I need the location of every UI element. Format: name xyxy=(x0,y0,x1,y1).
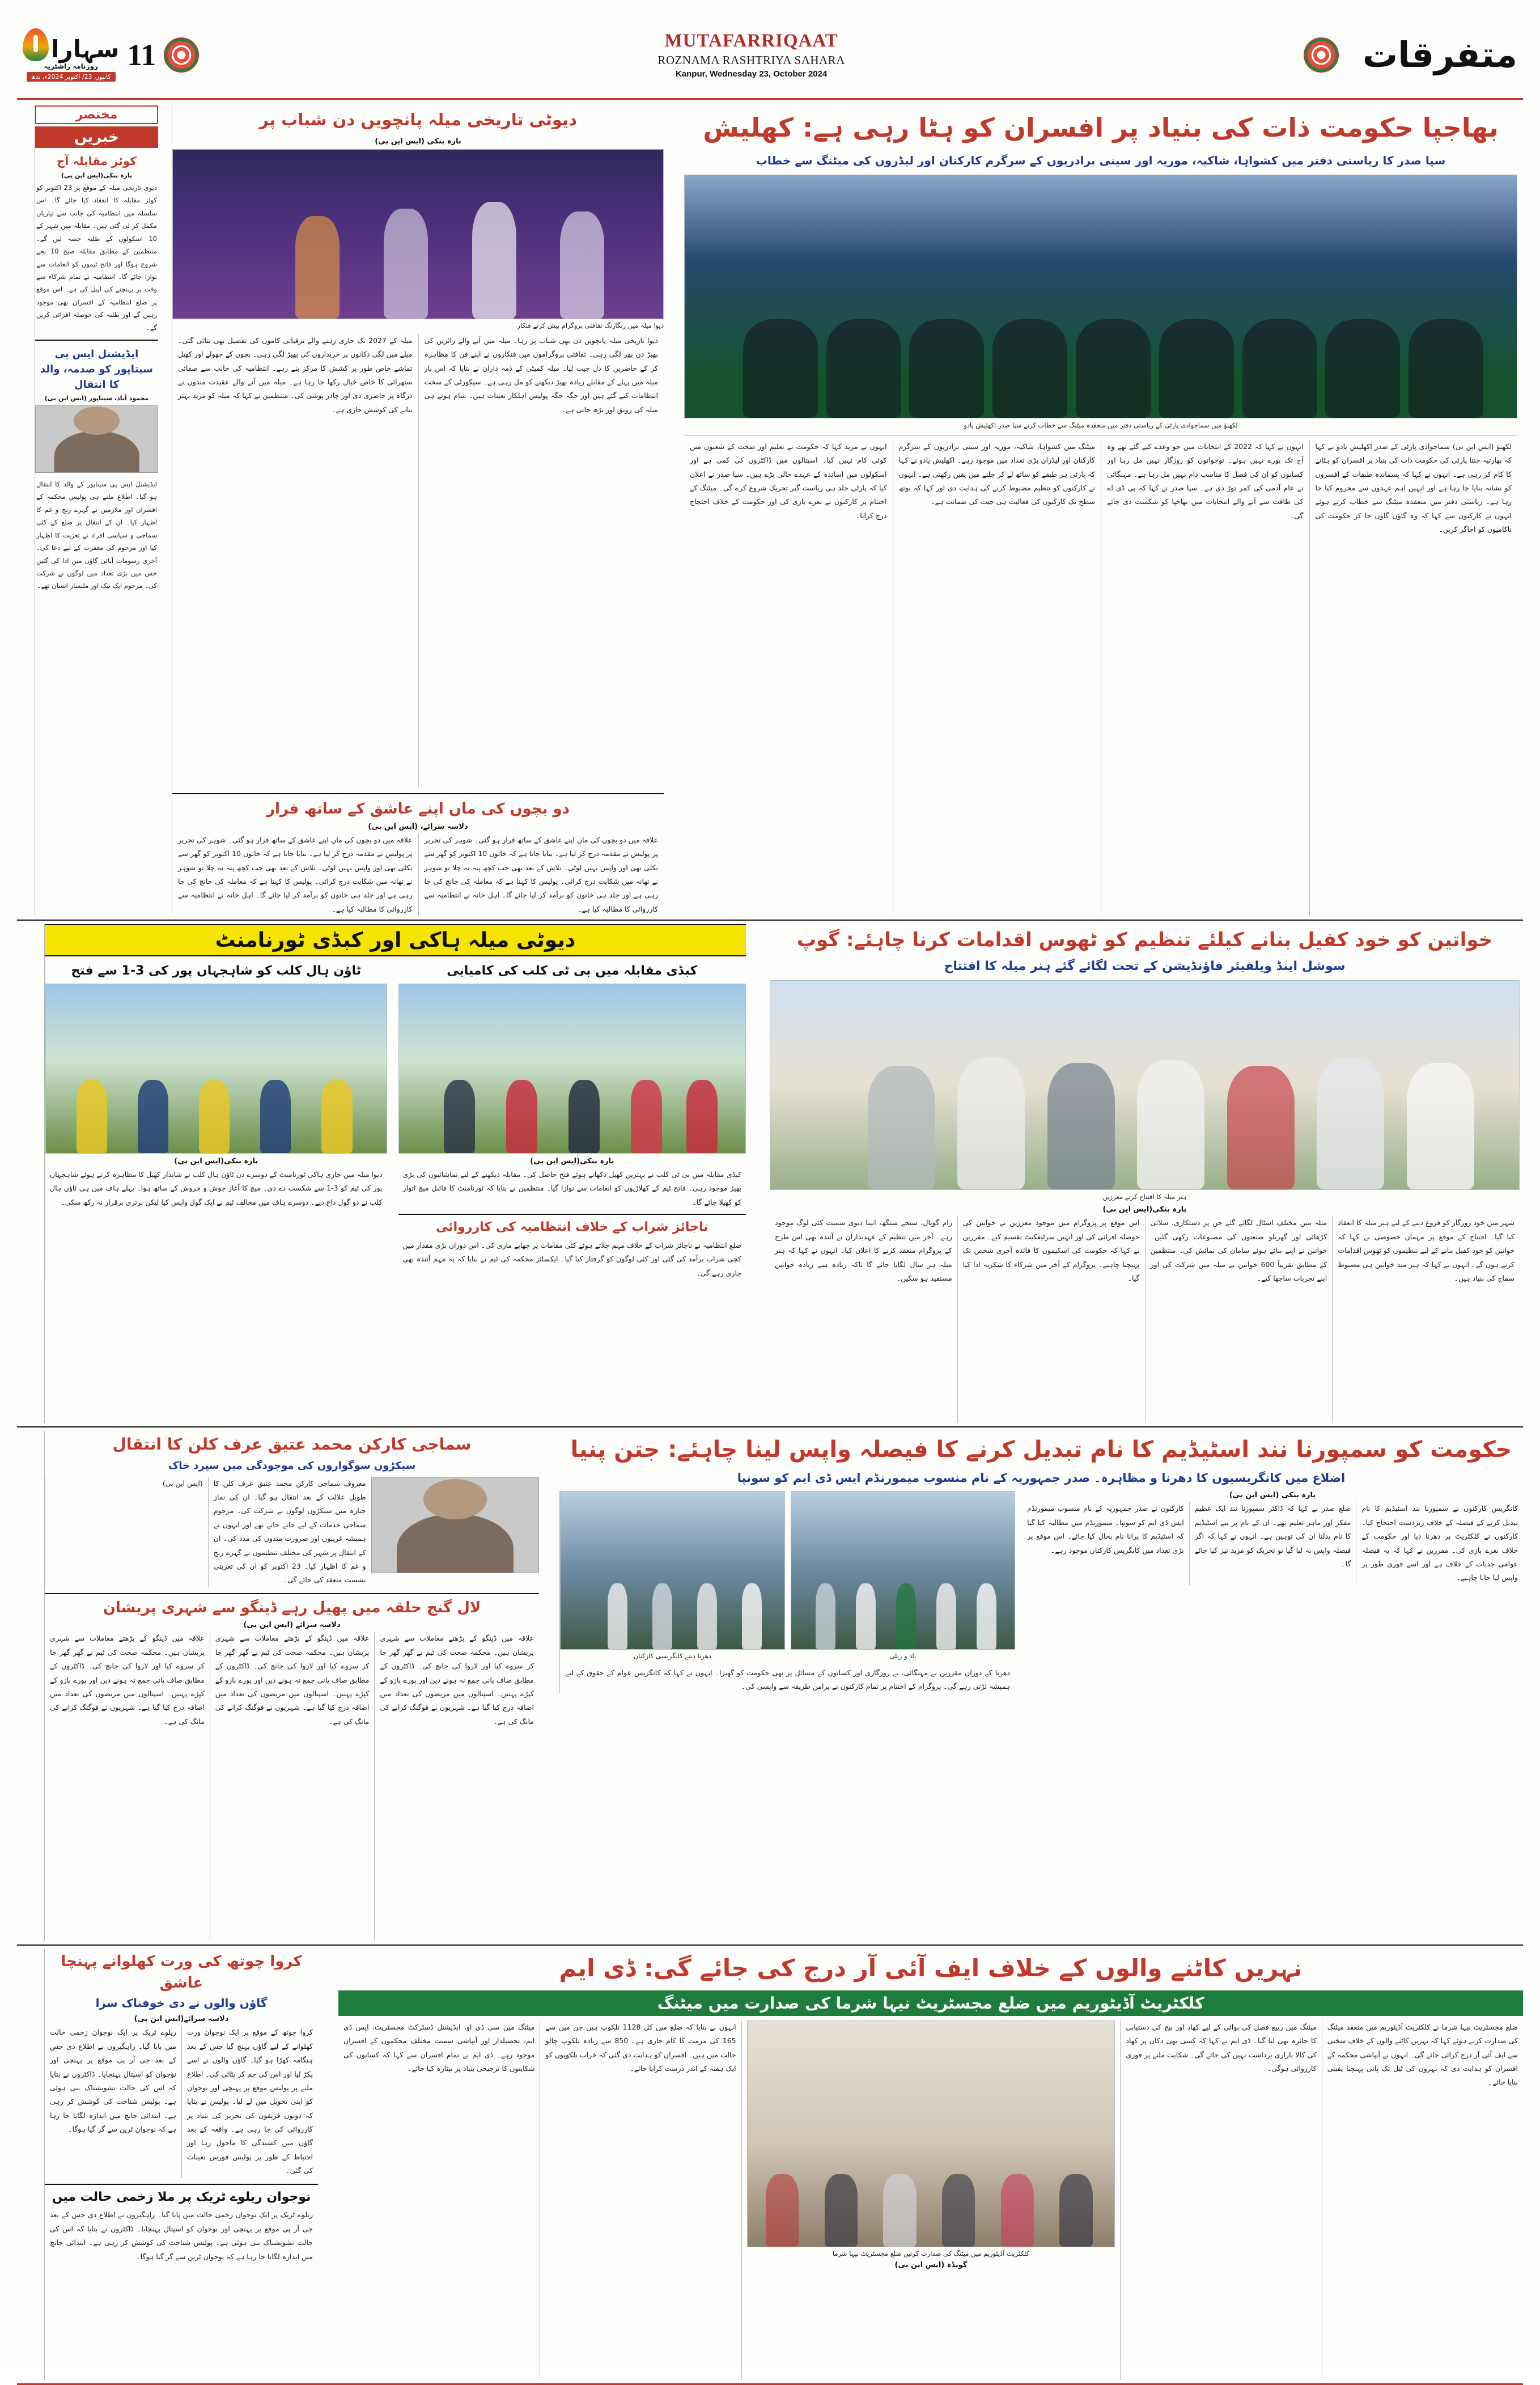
rosette-icon-right xyxy=(1304,37,1339,73)
lead-col-3: میٹنگ میں کشواہا، شاکیہ، موریہ اور سینی برادریوں کے سرگرم کارکنان اور لیڈران بڑی تعداد میں موجود رہے۔ اکھلیش یادو نے کہا کہ پارٹی ہر طبقے کو ساتھ لے کر چلنے میں یقین رکھتی ہے۔ انہوں نے کارکنوں کو تنظیم مضبوط کرنے کی ہدایت دی اور کہا کہ بوتھ سطح تک کارکنوں کی فعالیت ہی جیت کی ضمانت ہے۔ xyxy=(893,440,1101,916)
masthead xyxy=(17,15,1523,100)
stadium-headline: حکومت کو سمپورنا نند اسٹیڈیم کا نام تبدیل کرنے کا فیصلہ واپس لینا چاہئے: جتن پنیا xyxy=(570,1437,1512,1463)
mela-col-1: دیوا تاریخی میلہ پانچویں دن بھی شباب پر رہا۔ میلہ میں آنے والے زائرین کی بھیڑ دن بھر لگی رہی۔ ثقافتی پروگراموں میں فنکاروں نے اپنے فن کا مظاہرہ کر کے حاضرین کا دل جیت لیا۔ میلہ کمیٹی کے ذمہ داران نے بتایا کہ اس بار میلہ میں پہلے کے مقابلے زیادہ بھیڑ دیکھنے کو مل رہی ہے۔ سیکورٹی کے سخت انتظامات کیے گئے ہیں اور جگہ جگہ پولیس اہلکار تعینات ہیں۔ شام ہوتے ہی میلہ کی رونق اور بڑھ جاتی ہے۔ xyxy=(418,334,664,787)
sports-hockey-photo xyxy=(45,984,387,1154)
women-byline: بارہ بنکی(ایس این بی) xyxy=(1102,1205,1187,1214)
rail-item2-headline: ایڈیشنل ایس پی سیتاپور کو صدمہ، والد کا انتقال xyxy=(40,348,153,391)
railway-headline: نوجوان ریلوے ٹریک پر ملا زخمی حالت میں xyxy=(52,2189,311,2204)
women-story xyxy=(761,924,1523,1423)
section-lower xyxy=(17,1431,1523,1941)
women-col-3: اس موقع پر پروگرام میں موجود معززین نے خواتین کی حوصلہ افزائی کی اور انہیں سرٹیفکیٹ تقسیم کیے۔ مقررین نے کہا کہ حکومت کی اسکیموں کا فائدہ آخری شخص تک پہنچنا چاہیے۔ پروگرام کے آخر میں شرکاء کا شکریہ ادا کیا گیا۔ xyxy=(957,1216,1145,1423)
liquor-headline: ناجائز شراب کے خلاف انتظامیہ کی کارروائی xyxy=(436,1220,709,1235)
masthead-subtitle-en: ROZNAMA RASHTRIYA SAHARA xyxy=(657,53,845,67)
khabrein-header: خبریں xyxy=(35,126,158,148)
obit-col-2: (ایس این بی) xyxy=(45,1477,208,1587)
lead-col-1: لکھنؤ (ایس این بی) سماجوادی پارٹی کے صدر اکھلیش یادو نے کہا کہ بھارتیہ جنتا پارٹی کی حکومت ذات کی بنیاد پر افسران کو ہٹانے کا کام کر رہی ہے۔ انہوں نے کہا کہ پسماندہ طبقات کے افسروں کو نشانہ بنایا جا رہا ہے اور انہیں اہم عہدوں سے محروم کیا جا رہا ہے۔ ریاستی دفتر میں منعقدہ میٹنگ سے خطاب کرتے ہوئے انہوں نے کارکنوں سے کہا کہ وہ گاؤں گاؤں جا کر حکومت کی ناکامیوں کو اجاگر کریں۔ xyxy=(1309,440,1518,916)
meeting-figures xyxy=(748,2143,1115,2247)
canal-band: کلکٹریٹ آڈیٹوریم میں ضلع مجسٹریٹ نیہا شرما کی صدارت میں میٹنگ xyxy=(338,1990,1523,2016)
mela-photo xyxy=(172,149,664,319)
women-subhead: سوشل اینڈ ویلفیئر فاؤنڈیشن کے تحت لگائے گئے ہنر میلہ کا افتتاح xyxy=(944,959,1346,974)
rail-item1-text: دیوی تاریخی میلہ کے موقع پر 23 اکتوبر کو کوئز مقابلہ کا انعقاد کیا جائے گا۔ اس سلسلہ میں انتظامیہ کی جانب سے تیاریاں مکمل کر لی گئی ہیں۔ مقابلہ میں شہر کے 10 اسکولوں کے طلبہ حصہ لیں گے۔ منتظمین کے مطابق مقابلہ صبح 10 بجے شروع ہوگا اور فاتح ٹیموں کو انعامات سے نوازا جائے گا۔ انتظامیہ نے تمام شرکاء سے وقت پر پہنچنے کی اپیل کی ہے۔ اس موقع پر ضلع انتظامیہ کے افسران بھی موجود رہیں گے اور طلبہ کی حوصلہ افزائی کریں گے۔ xyxy=(36,184,157,332)
mela-photo-figures xyxy=(173,197,663,319)
theft-headline: کروا چوتھ کی ورت کھلوانے پہنچا عاشق xyxy=(61,1953,302,1992)
lovers-headline: دو بچوں کی ماں اپنے عاشق کے ساتھ فرار xyxy=(266,800,570,818)
mela-photo-caption: دیوا میلہ میں رنگارنگ ثقافتی پروگرام پیش کرتے فنکار xyxy=(517,321,664,329)
liquor-text: ضلع انتظامیہ نے ناجائز شراب کے خلاف مہم چلاتے ہوئے کئی مقامات پر چھاپے ماری کی۔ اس دوران بڑی مقدار میں کچی شراب برآمد کی گئی اور کئی لوگوں کو گرفتار کیا گیا۔ ایکسائز محکمہ کی ٹیم نے بتایا کہ یہ مہم آئندہ بھی جاری رہے گی۔ xyxy=(402,1240,741,1277)
masthead-dateline: Kanpur, Wednesday 23, October 2024 xyxy=(675,69,828,79)
canal-byline: گونڈہ (ایس این بی) xyxy=(894,2261,968,2270)
protest-figures-left xyxy=(561,1555,784,1650)
obit-headline: سماجی کارکن محمد عتیق عرف کلن کا انتقال xyxy=(112,1435,472,1454)
masthead-center xyxy=(199,29,1304,80)
lovers-byline: دلاسہ سرائے، (ایس این بی) xyxy=(368,822,468,831)
stadium-cap-left: دھرنا دیتے کانگریسی کارکنان xyxy=(633,1652,711,1660)
canal-photo xyxy=(747,2020,1115,2247)
sports-kabaddi-photo xyxy=(398,984,746,1154)
sports-band: دیوٹی میلہ ہاکی اور کبڈی ٹورنامنٹ xyxy=(45,924,746,956)
protest-figures-right xyxy=(791,1555,1015,1650)
sports-left-story xyxy=(45,961,393,1280)
rail-item2-portrait xyxy=(35,405,158,473)
mela-headline: دیوٹی تاریخی میلہ پانچویں دن شباب پر xyxy=(259,110,577,129)
lead-subhead: سپا صدر کا ریاستی دفتر میں کشواہا، شاکیہ، موریہ اور سینی برادریوں کے سرگرم کارکنان اور لیڈروں کی میٹنگ سے خطاب xyxy=(756,153,1446,167)
lead-headline: بھاجپا حکومت ذات کی بنیاد پر افسران کو ہٹا رہی ہے: کھلیش xyxy=(703,112,1499,143)
dengue-byline: دلاسہ سرائے (ایس این بی) xyxy=(243,1621,341,1630)
stadium-subhead: اضلاع میں کانگریسیوں کا دھرنا و مظاہرہ۔ صدر جمہوریہ کے نام منسوب میمورنڈم ایس ڈی ایم کو سونپا xyxy=(737,1471,1346,1485)
sports-left-headline: ٹاؤن ہال کلب کو شاہجہاں پور کی 3-1 سے فتح xyxy=(71,964,362,978)
dengue-col-2: علاقہ میں ڈینگو کے بڑھتے معاملات سے شہری پریشان ہیں۔ محکمہ صحت کی ٹیم نے گھر گھر جا کر سروے کیا اور لاروا کی جانچ کی۔ ڈاکٹروں کے مطابق صاف پانی جمع نہ ہونے دیں اور پورے بازو کے کپڑے پہنیں۔ اسپتالوں میں مریضوں کی تعداد میں اضافہ درج کیا گیا ہے۔ شہریوں نے فوگنگ کرانے کی مانگ کی ہے۔ xyxy=(210,1632,375,1941)
mela-col-2: میلہ کے 2027 تک جاری رہنے والے ترقیاتی کاموں کی تفصیل بھی بتائی گئی۔ میلے میں لگی دکانوں پر خریداروں کی بھیڑ لگی رہی۔ بچوں کے جھولے اور کھیل تماشے خاص طور پر کشش کا مرکز بنے رہے۔ انتظامیہ کی جانب سے صفائی ستھرائی کا خاص خیال رکھا جا رہا ہے۔ میلہ میں آنے والے عقیدت مندوں نے درگاہ پر حاضری دی اور چادر پوشی کی۔ منتظمین نے کہا کہ میلہ کو مزید بہتر بنانے کی کوشش جاری ہے۔ xyxy=(178,336,413,414)
section-bottom xyxy=(17,1949,1523,2380)
canal-headline: نہریں کاٹنے والوں کے خلاف ایف آئی آر درج کی جائے گی: ڈی ایم xyxy=(559,1954,1303,1982)
theft-subhead: گاؤں والوں نے دی خوفناک سزا xyxy=(95,1996,268,2010)
canal-col-2: میٹنگ میں ربیع فصل کی بوائی کے لیے کھاد اور بیج کی دستیابی کا جائزہ بھی لیا گیا۔ ڈی ایم نے کہا کہ کسی بھی دکان پر کھاد کی کالا بازاری برداشت نہیں کی جائے گی۔ شکایت ملنے پر فوری کارروائی ہوگی۔ xyxy=(1120,2020,1321,2380)
theft-byline: دلاسہ سرائے(ایس این بی) xyxy=(134,2015,229,2024)
dengue-col-3: علاقہ میں ڈینگو کے بڑھتے معاملات سے شہری پریشان ہیں۔ محکمہ صحت کی ٹیم نے گھر گھر جا کر سروے کیا اور لاروا کی جانچ کی۔ ڈاکٹروں کے مطابق صاف پانی جمع نہ ہونے دیں اور پورے بازو کے کپڑے پہنیں۔ اسپتالوں میں مریضوں کی تعداد میں اضافہ درج کیا گیا ہے۔ شہریوں نے فوگنگ کرانے کی مانگ کی ہے۔ xyxy=(50,1634,205,1726)
page-number: 11 xyxy=(127,37,156,72)
section-middle xyxy=(17,924,1523,1423)
sports-left-byline: بارہ بنکی(ایس این بی) xyxy=(174,1157,258,1166)
stadium-col-2: ضلع صدر نے کہا کہ ڈاکٹر سمپورنا نند ایک عظیم مفکر اور ماہر تعلیم تھے۔ ان کے نام پر بنے اسٹیڈیم کا نام بدلنا ان کی توہین ہے۔ انہوں نے کہا کہ اگر فیصلہ واپس نہ لیا گیا تو تحریک کو مزید تیز کیا جائے گا۔ xyxy=(1189,1502,1356,1585)
stadium-col-3: کارکنوں نے صدر جمہوریہ کے نام منسوب میمورنڈم ایس ڈی ایم کو سونپا۔ میمورنڈم میں مطالبہ کیا گیا کہ اسٹیڈیم کا پرانا نام بحال کیا جائے۔ اس موقع پر بڑی تعداد میں کانگریس کارکنان موجود رہے۔ xyxy=(1027,1504,1184,1554)
sports-right-byline: بارہ بنکی(ایس این بی) xyxy=(530,1157,614,1166)
kabaddi-players xyxy=(399,1048,745,1153)
lead-story xyxy=(678,105,1523,916)
masthead-title-en: MUTAFARRIQAAT xyxy=(664,30,838,51)
canal-col-4: میٹنگ میں سی ڈی او، ایڈیشنل ڈسٹرکٹ مجسٹریٹ، ایس ڈی ایم، تحصیلدار اور آبپاشی سمیت مختلف محکموں کے افسران موجود رہے۔ ڈی ایم نے تمام افسران سے کہا کہ کسانوں کی شکایتوں کا ترجیحی بنیاد پر نپٹارہ کیا جائے۔ xyxy=(343,2022,535,2073)
mukhtasar-label: مختصر xyxy=(35,105,158,124)
lovers-col-2: علاقہ میں دو بچوں کی ماں اپنے عاشق کے ساتھ فرار ہو گئی۔ شوہر کی تحریر پر پولیس نے مقدمہ درج کر لیا ہے۔ بتایا جاتا ہے کہ خاتون 10 اکتوبر کو گھر سے نکلی تھی اور واپس نہیں لوٹی۔ تلاش کے بعد بھی جب کچھ پتہ نہ چلا تو شوہر نے تھانہ میں شکایت درج کرائی۔ پولیس کا کہنا ہے کہ معاملہ کی جانچ کی جا رہی ہے اور جلد ہی خاتون کو برآمد کر لیا جائے گا۔ اہل خانہ نے انتظامیہ سے کارروائی کا مطالبہ کیا ہے۔ xyxy=(178,835,413,913)
logo-urdu-text: سہارا xyxy=(51,35,120,63)
stadium-photo-left xyxy=(560,1491,785,1650)
theft-col-2: ریلوے ٹریک پر ایک نوجوان زخمی حالت میں پایا گیا۔ راہگیروں نے اطلاع دی جس کے بعد جی آر پی موقع پر پہنچی اور نوجوان کو اسپتال پہنچایا۔ ڈاکٹروں نے بتایا کہ اس کی حالت تشویشناک بنی ہوئی ہے۔ پولیس شناخت کی کوشش کر رہی ہے۔ ابتدائی جانچ میں اندازہ لگایا جا رہا ہے کہ نوجوان ٹرین سے گر گیا ہوگا۔ xyxy=(50,2028,176,2133)
railway-text: ریلوے ٹریک پر ایک نوجوان زخمی حالت میں پایا گیا۔ راہگیروں نے اطلاع دی جس کے بعد جی آر پی موقع پر پہنچی اور نوجوان کو اسپتال پہنچایا۔ ڈاکٹروں نے بتایا کہ اس کی حالت تشویشناک بنی ہوئی ہے۔ پولیس شناخت کی کوشش کر رہی ہے۔ ابتدائی جانچ میں اندازہ لگایا جا رہا ہے کہ نوجوان ٹرین سے گر گیا ہوگا۔ xyxy=(50,2210,313,2261)
women-photo-caption: ہنر میلہ کا افتتاح کرتے معززین xyxy=(1102,1193,1187,1201)
lead-photo-caption: لکھنؤ میں سماجوادی پارٹی کے ریاستی دفتر میں منعقدہ میٹنگ سے خطاب کرتے سپا صدر اکھلیش یادو xyxy=(964,421,1238,429)
women-col-1: شہر میں خود روزگار کو فروغ دینے کے لیے ہنر میلہ کا انعقاد کیا گیا۔ افتتاح کے موقع پر مہمان خصوصی نے کہا کہ خواتین کو خود کفیل بنانے کے لیے تنظیموں کو ٹھوس اقدامات کرنے ہوں گے۔ انہوں نے کہا کہ ہنر مند خواتین ہی مضبوط سماج کی بنیاد ہیں۔ xyxy=(1332,1216,1520,1423)
rail-item1-byline: بارہ بنکی(ایس این بی) xyxy=(61,172,133,179)
women-headline: خواتین کو خود کفیل بنانے کیلئے تنظیم کو ٹھوس اقدامات کرنا چاہئے: گوپ xyxy=(796,929,1493,951)
canal-photo-caption: کلکٹریٹ آڈیٹوریم میں میٹنگ کی صدارت کرتیں ضلع مجسٹریٹ نیہا شرما xyxy=(832,2249,1030,2257)
flame-icon xyxy=(23,28,49,61)
stadium-byline: بارہ بنکی (ایس این بی) xyxy=(1229,1491,1316,1500)
rail-item2-text: ایڈیشنل ایس پی سیتاپور کے والد کا انتقال ہو گیا۔ اطلاع ملتے ہی پولیس محکمہ کے افسران اور ملازمین نے گہرے رنج و غم کا اظہار کیا۔ ان کے انتقال پر ضلع کے کئی سماجی و سیاسی افراد نے تعزیت کا اظہار کیا اور مرحوم کی مغفرت کے لیے دعا کی۔ آخری رسومات آبائی گاؤں میں ادا کی گئیں جس میں بڑی تعداد میں لوگوں نے شرکت کی۔ مرحوم ایک نیک اور ملنسار انسان تھے۔ xyxy=(36,480,157,590)
sports-section xyxy=(44,924,753,1423)
women-col-4: رام گوپال، سنجے سنگھ، انیتا دیوی سمیت کئی لوگ موجود رہے۔ آخر میں تنظیم کے عہدیداران نے آئندہ بھی اس طرح کے پروگرام منعقد کرنے کا اعلان کیا۔ انہوں نے کہا کہ ہنر میلہ ہر سال لگایا جائے گا تاکہ زیادہ سے زیادہ خواتین مستفید ہو سکیں۔ xyxy=(775,1218,952,1282)
hockey-players xyxy=(46,1048,387,1153)
stadium-story xyxy=(554,1431,1523,1941)
canal-story xyxy=(333,1949,1523,2380)
sports-left-text: دیوا میلہ میں جاری ہاکی ٹورنامنٹ کے دوسرے دن ٹاؤن ہال کلب نے شاندار کھیل کا مظاہرہ کرتے ہوئے شاہجہاں پور کی ٹیم کو 3-1 سے شکست دے دی۔ میچ کا آغاز جوش و خروش کے ساتھ ہوا۔ پہلے ہاف میں ہی ٹاؤن ہال کلب نے دو گول داغ دیے۔ دوسرے ہاف میں مخالف ٹیم نے ایک گول واپس کیا لیکن برتری برقرار نہ رکھ سکی۔ xyxy=(50,1170,383,1206)
logo-subtitle: روزنامہ راشٹریہ xyxy=(44,62,98,70)
section-top xyxy=(17,105,1523,916)
women-photo-figures xyxy=(770,1052,1519,1189)
logo-dateline: کانپور، 23/ اکتوبر 2024ء، بدھ xyxy=(27,72,116,82)
canal-col-3: انہوں نے بتایا کہ ضلع میں کل 1128 نلکوپ ہیں جن میں سے 165 کی مرمت کا کام جاری ہے۔ 850 سے زیادہ نلکوپ چالو حالت میں ہیں۔ افسران کو ہدایت دی گئی کہ خراب نلکوپوں کو ایک ہفتہ کے اندر درست کرایا جائے۔ xyxy=(540,2020,741,2380)
masthead-left xyxy=(23,28,199,82)
sports-right-headline: کبڈی مقابلہ میں بی ٹی کلب کی کامیابی xyxy=(447,964,698,978)
theft-story xyxy=(44,1949,325,2380)
canal-col-1: ضلع مجسٹریٹ نیہا شرما نے کلکٹریٹ آڈیٹوریم میں منعقد میٹنگ کی صدارت کرتے ہوئے کہا کہ نہریں کاٹنے والوں کے خلاف سختی سے ایف آئی آر درج کرائی جائے گی۔ انہوں نے آبپاشی محکمہ کے افسران کو ہدایت دی کہ نہروں کی ٹیل تک پانی پہنچنا یقینی بنایا جائے۔ xyxy=(1322,2020,1523,2380)
mela-byline: بارہ بنکی (ایس این بی) xyxy=(375,137,461,146)
obit-subhead: سیکڑوں سوگواروں کی موجودگی میں سپرد خاک xyxy=(168,1459,416,1472)
section-title-urdu: متفرقات xyxy=(1362,33,1517,75)
women-photo xyxy=(770,980,1520,1190)
publication-logo xyxy=(23,28,119,82)
rail-item2-byline: محمود آباد، سیتاپور (ایس این بی) xyxy=(44,395,149,403)
left-rail xyxy=(35,105,164,916)
stadium-col-1: کانگریس کارکنوں نے سمپورنا نند اسٹیڈیم کا نام تبدیل کرنے کے فیصلہ کے خلاف زبردست احتجاج کیا۔ کارکنوں نے کلکٹریٹ پر دھرنا دیا اور حکومت کے خلاف نعرے بازی کی۔ مقررین نے کہا کہ یہ فیصلہ عوامی جذبات کے خلاف ہے اور اسے فوری طور پر واپس لیا جانا چاہیے۔ xyxy=(1356,1502,1523,1585)
masthead-right xyxy=(1304,33,1517,75)
stadium-photo-right xyxy=(791,1491,1016,1650)
lead-photo xyxy=(684,175,1517,418)
mela-story xyxy=(172,105,671,916)
dengue-col-1: علاقہ میں ڈینگو کے بڑھتے معاملات سے شہری پریشان ہیں۔ محکمہ صحت کی ٹیم نے گھر گھر جا کر سروے کیا اور لاروا کی جانچ کی۔ ڈاکٹروں کے مطابق صاف پانی جمع نہ ہونے دیں اور پورے بازو کے کپڑے پہنیں۔ اسپتالوں میں مریضوں کی تعداد میں اضافہ درج کیا گیا ہے۔ شہریوں نے فوگنگ کرانے کی مانگ کی ہے۔ xyxy=(374,1632,539,1941)
stadium-col-4: دھرنا کے دوران مقررین نے مہنگائی، بے روزگاری اور کسانوں کے مسائل پر بھی حکومت کو گھیرا۔ انہوں نے کہا کہ کانگریس عوام کے حقوق کے لیے ہمیشہ لڑتی رہے گی۔ پروگرام کے اختتام پر تمام کارکنوں نے پرامن طریقہ سے واپسی کی۔ xyxy=(565,1668,1010,1691)
stadium-cap-right: یاد و ریلی xyxy=(889,1652,917,1660)
lovers-col-1: علاقہ میں دو بچوں کی ماں اپنے عاشق کے ساتھ فرار ہو گئی۔ شوہر کی تحریر پر پولیس نے مقدمہ درج کر لیا ہے۔ بتایا جاتا ہے کہ خاتون 10 اکتوبر کو گھر سے نکلی تھی اور واپس نہیں لوٹی۔ تلاش کے بعد بھی جب کچھ پتہ نہ چلا تو شوہر نے تھانہ میں شکایت درج کرائی۔ پولیس کا کہنا ہے کہ معاملہ کی جانچ کی جا رہی ہے اور جلد ہی خاتون کو برآمد کر لیا جائے گا۔ اہل خانہ نے انتظامیہ سے کارروائی کا مطالبہ کیا ہے۔ xyxy=(418,833,664,916)
theft-col-1: کروا چوتھ کے موقع پر ایک نوجوان ورت کھلوانے کے لیے گاؤں پہنچ گیا جس کے بعد ہنگامہ کھڑا ہو گیا۔ گاؤں والوں نے اسے پکڑ لیا اور اس کی جم کر پٹائی کی۔ اطلاع ملنے پر پولیس موقع پر پہنچی اور نوجوان کو اپنی تحویل میں لے لیا۔ پولیس نے بتایا کہ دونوں فریقوں کی تحریر کی بنیاد پر کارروائی کی جا رہی ہے۔ واقعہ کے بعد گاؤں میں کشیدگی کا ماحول رہا اور احتیاط کے طور پر پولیس فورس تعینات کی گئی۔ xyxy=(181,2026,318,2178)
obit-dengue-section xyxy=(44,1431,546,1941)
rosette-icon-left xyxy=(164,37,199,73)
sports-right-text: کبڈی مقابلہ میں بی ٹی کلب نے بہترین کھیل دکھاتے ہوئے فتح حاصل کی۔ مقابلہ دیکھنے کے لیے تماشائیوں کی بڑی بھیڑ موجود رہی۔ فاتح ٹیم کے کھلاڑیوں کو انعامات سے نوازا گیا۔ منتظمین نے بتایا کہ ٹورنامنٹ کا فائنل میچ اتوار کو کھیلا جائے گا۔ xyxy=(402,1170,741,1206)
obit-portrait xyxy=(371,1477,539,1573)
dengue-headline: لال گنج حلقہ میں پھیل رہے ڈینگو سے شہری پریشان xyxy=(103,1599,481,1616)
obit-col-1: معروف سماجی کارکن محمد عتیق عرف کلن کا طویل علالت کے بعد انتقال ہو گیا۔ ان کی نماز جنازہ میں سیکڑوں لوگوں نے شرکت کی۔ مرحوم سماجی خدمات کے لیے جانے جاتے تھے اور انہوں نے ہمیشہ غریبوں اور ضرورت مندوں کی مدد کی۔ ان کے انتقال پر شہر کی مختلف تنظیموں نے گہرے رنج و غم کا اظہار کیا۔ 23 اکتوبر کو ان کی تعزیتی نشست منعقد کی جائے گی۔ xyxy=(208,1477,371,1587)
women-col-2: میلہ میں مختلف اسٹال لگائے گئے جن پر دستکاری، سلائی کڑھائی اور گھریلو صنعتوں کی مصنوعات رکھی گئیں۔ خواتین نے اپنے بنائے ہوئے سامان کی نمائش کی۔ منتظمین کے مطابق تقریباً 600 خواتین نے میلہ میں شرکت کی اور اپنے تجربات ساجھا کیے۔ xyxy=(1145,1216,1333,1423)
rail-item1-headline: کوئز مقابلہ آج xyxy=(57,154,137,168)
sports-right-story xyxy=(398,961,746,1280)
lead-col-4: انہوں نے مزید کہا کہ حکومت نے تعلیم اور صحت کے شعبوں میں کوئی کام نہیں کیا۔ اسپتالوں میں ڈاکٹروں کی کمی ہے اور اسکولوں میں اساتذہ کے عہدے خالی پڑے ہیں۔ سپا صدر نے اعلان کیا کہ پارٹی جلد ہی ریاست گیر تحریک شروع کرے گی۔ میٹنگ کے اختتام پر کارکنوں نے نعرے بازی کی اور حکومت کے خلاف احتجاج درج کرایا۔ xyxy=(690,442,887,520)
lead-photo-figures xyxy=(685,277,1517,417)
lead-col-2: انہوں نے کہا کہ 2022 کے انتخابات میں جو وعدے کیے گئے تھے وہ آج تک پورے نہیں ہوئے۔ نوجوانوں کو روزگار نہیں مل رہا اور کسانوں کو ان کی فصل کا مناسب دام نہیں مل رہا ہے۔ مہنگائی نے عام آدمی کی کمر توڑ دی ہے۔ سپا صدر نے کہا کہ پی ڈی اے کی طاقت سے آنے والے انتخابات میں بھاجپا کو شکست دی جائے گی۔ xyxy=(1101,440,1309,916)
